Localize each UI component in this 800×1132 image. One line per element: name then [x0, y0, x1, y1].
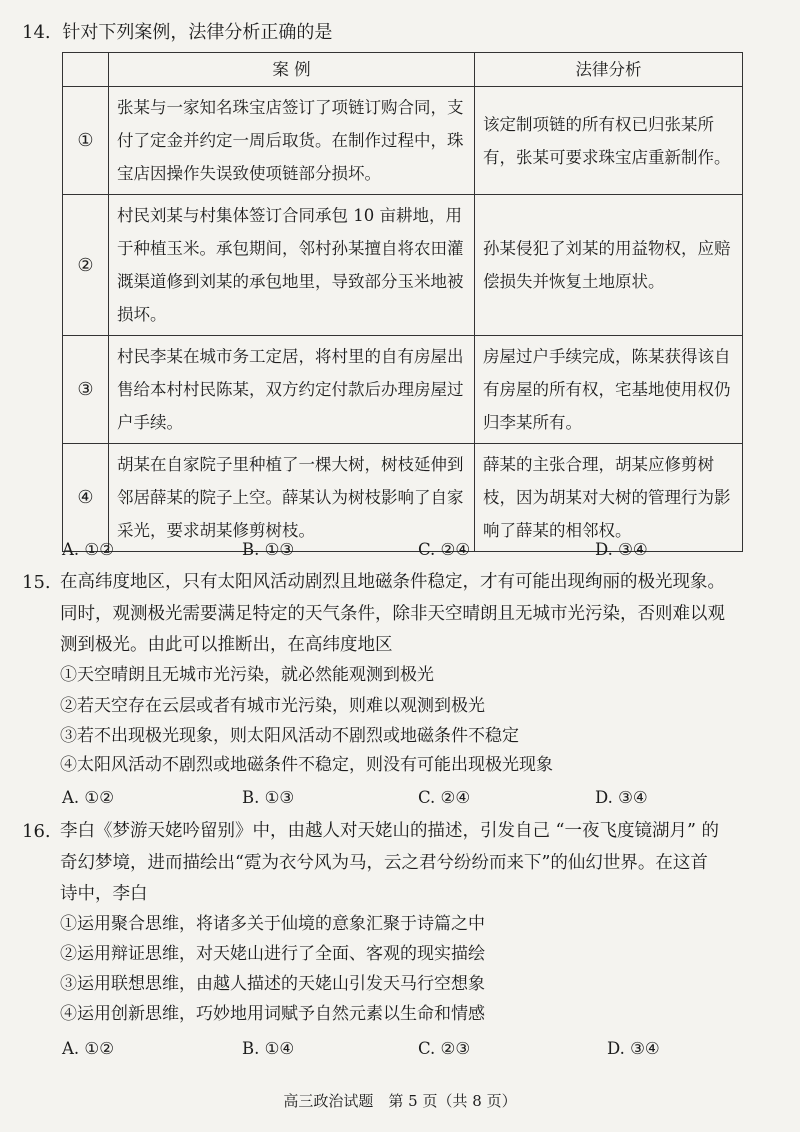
page-footer: 高三政治试题 第 5 页（共 8 页） [283, 1092, 517, 1110]
row-index: ② [63, 195, 109, 336]
stem-line: 测到极光。由此可以推断出，在高纬度地区 [60, 635, 393, 655]
q15-stem [60, 567, 760, 662]
q14-stem: 针对下列案例，法律分析正确的是 [62, 22, 333, 43]
analysis-text: 房屋过户手续完成，陈某获得该自有房屋的所有权，宅基地使用权仍归李某所有。 [475, 336, 743, 444]
header-index [63, 53, 109, 87]
case-text: 张某与一家知名珠宝店签订了项链订购合同，支付了定金并约定一周后取货。在制作过程中，珠宝店因操作失误致使项链部分损坏。 [109, 87, 475, 195]
table-row [63, 195, 743, 336]
analysis-text: 薛某的主张合理，胡某应修剪树枝，因为胡某对大树的管理行为影响了薛某的相邻权。 [475, 444, 743, 552]
option-d[interactable]: D. ③④ [595, 540, 648, 559]
case-text: 村民刘某与村集体签订合同承包 10 亩耕地，用于种植玉米。承包期间，邻村孙某擅自将农田灌溉渠道修到刘某的承包地里，导致部分玉米地被损坏。 [109, 195, 475, 336]
q16-number: 16. [22, 821, 51, 842]
option-b[interactable]: B. ①③ [242, 540, 295, 559]
option-b[interactable]: B. ①④ [242, 1039, 295, 1058]
header-analysis: 法律分析 [475, 53, 743, 87]
option-d[interactable]: D. ③④ [595, 788, 648, 807]
q14-number: 14. [22, 22, 51, 43]
table-header-row [63, 53, 743, 87]
q16-stem [60, 816, 760, 911]
row-index: ① [63, 87, 109, 195]
q14-case-table [62, 52, 743, 552]
option-c[interactable]: C. ②③ [418, 1039, 471, 1058]
case-text: 村民李某在城市务工定居，将村里的自有房屋出售给本村村民陈某，双方约定付款后办理房屋过户手续。 [109, 336, 475, 444]
q15-statement-4: ④太阳风活动不剧烈或地磁条件不稳定，则没有可能出现极光现象 [60, 755, 553, 775]
option-c[interactable]: C. ②④ [418, 788, 471, 807]
option-a[interactable]: A. ①② [62, 1039, 114, 1058]
table-row [63, 444, 743, 552]
stem-line: 同时，观测极光需要满足特定的天气条件，除非天空晴朗且无城市光污染，否则难以观 [60, 603, 725, 624]
q16-statement-3: ③运用联想思维，由越人描述的天姥山引发天马行空想象 [60, 974, 485, 994]
q14-heading [22, 20, 332, 46]
q16-statement-1: ①运用聚合思维，将诸多关于仙境的意象汇聚于诗篇之中 [60, 914, 485, 934]
q15-statement-3: ③若不出现极光现象，则太阳风活动不剧烈或地磁条件不稳定 [60, 726, 519, 746]
header-case: 案 例 [109, 53, 475, 87]
q16-statement-4: ④运用创新思维，巧妙地用词赋予自然元素以生命和情感 [60, 1004, 485, 1024]
analysis-text: 该定制项链的所有权已归张某所有，张某可要求珠宝店重新制作。 [475, 87, 743, 195]
option-b[interactable]: B. ①③ [242, 788, 295, 807]
stem-line: 诗中，李白 [60, 884, 148, 904]
analysis-text: 孙某侵犯了刘某的用益物权，应赔偿损失并恢复土地原状。 [475, 195, 743, 336]
row-index: ③ [63, 336, 109, 444]
stem-line: 李白《梦游天姥吟留别》中，由越人对天姥山的描述，引发自己 “一夜飞度镜湖月” 的 [60, 821, 720, 841]
table-row [63, 87, 743, 195]
option-c[interactable]: C. ②④ [418, 540, 471, 559]
table-row [63, 336, 743, 444]
stem-line: 在高纬度地区，只有太阳风活动剧烈且地磁条件稳定，才有可能出现绚丽的极光现象。 [60, 572, 725, 592]
q15-statement-1: ①天空晴朗且无城市光污染，就必然能观测到极光 [60, 665, 434, 685]
q16-statement-2: ②运用辩证思维，对天姥山进行了全面、客观的现实描绘 [60, 944, 485, 964]
stem-line: 奇幻梦境，进而描绘出“霓为衣兮风为马，云之君兮纷纷而来下”的仙幻世界。在这首 [60, 852, 708, 873]
case-text: 胡某在自家院子里种植了一棵大树，树枝延伸到邻居薛某的院子上空。薛某认为树枝影响了自家采光，要求胡某修剪树枝。 [109, 444, 475, 552]
option-a[interactable]: A. ①② [62, 540, 114, 559]
option-d[interactable]: D. ③④ [607, 1039, 660, 1058]
q15-statement-2: ②若天空存在云层或者有城市光污染，则难以观测到极光 [60, 696, 485, 716]
q15-number: 15. [22, 572, 51, 593]
option-a[interactable]: A. ①② [62, 788, 114, 807]
row-index: ④ [63, 444, 109, 552]
